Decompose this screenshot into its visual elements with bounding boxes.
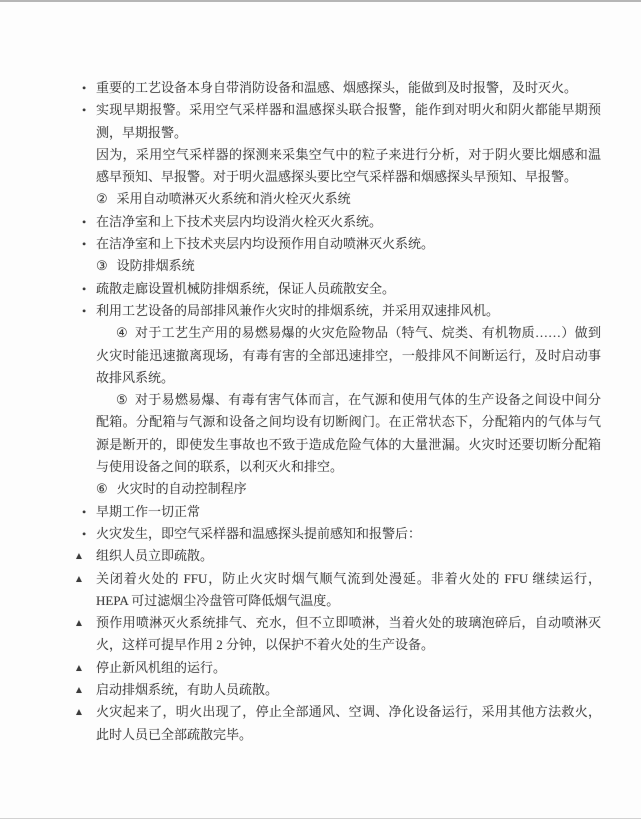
paragraph-text: 对于工艺生产用的易燃易爆的火灾危险物品（特气、烷类、有机物质……）做到火灾时能迅速撤离现场，有毒有害的全部迅速排空，一般排风不间断运行，及时启动事故排风系统。 bbox=[96, 325, 601, 385]
list-item-text: 疏散走廊设置机械防排烟系统，保证人员疏散安全。 bbox=[96, 280, 396, 296]
bullet-icon: • bbox=[82, 103, 87, 118]
bullet-icon: • bbox=[82, 303, 87, 318]
list-item bbox=[82, 278, 601, 300]
numbered-paragraph bbox=[96, 322, 601, 389]
item-number: ④ bbox=[116, 325, 128, 341]
item-text: 设防排烟系统 bbox=[116, 258, 195, 274]
sub-list-item bbox=[74, 612, 601, 657]
item-text: 采用自动喷淋灭火系统和消火栓灭火系统 bbox=[116, 191, 351, 207]
document-body bbox=[74, 77, 601, 746]
triangle-icon: ▲ bbox=[74, 551, 84, 563]
list-item-text: 关闭着火处的 FFU，防止火灾时烟气顺气流到处漫延。非着火处的 FFU 继续运行，HEPA 可过滤烟尘冷盘管可降低烟气温度。 bbox=[96, 570, 601, 608]
sub-list-item bbox=[74, 679, 601, 701]
scan-top-edge bbox=[0, 0, 641, 2]
item-text: 火灾时的自动控制程序 bbox=[116, 481, 247, 497]
list-item bbox=[82, 233, 601, 255]
sub-list-item bbox=[74, 701, 601, 746]
paragraph-text: 因为，采用空气采样器的探测来采集空气中的粒子来进行分析，对于阴火要比烟感和温感早预知、早报警。对于明火温感探头要比空气采样器和烟感探头早预知、早报警。 bbox=[96, 146, 601, 185]
item-number: ⑤ bbox=[116, 392, 128, 408]
bullet-icon: • bbox=[82, 214, 87, 229]
list-item bbox=[82, 501, 601, 523]
bullet-icon: • bbox=[82, 281, 87, 296]
triangle-icon: ▲ bbox=[74, 662, 84, 674]
triangle-icon: ▲ bbox=[74, 618, 84, 630]
list-item-text: 启动排烟系统，有助人员疏散。 bbox=[96, 682, 279, 698]
bullet-icon: • bbox=[82, 81, 87, 95]
list-item-text: 在洁净室和上下技术夹层内均设消火栓灭火系统。 bbox=[96, 213, 383, 229]
list-item-text: 重要的工艺设备本身自带消防设备和温感、烟感探头，能做到及时报警，及时灭火。 bbox=[96, 80, 578, 95]
list-item-text: 利用工艺设备的局部排风兼作火灾时的排烟系统，并采用双速排风机。 bbox=[96, 302, 500, 318]
bullet-icon: • bbox=[82, 237, 87, 252]
paragraph-text: 对于易燃易爆、有毒有害气体而言，在气源和使用气体的生产设备之间设中间分配箱。分配箱与气源和设备之间均设有切断阀门。在正常状态下，分配箱内的气体与气源是断开的，即使发生事故也不致于造成危险气体的大量泄漏。火灾时还要切断分配箱与使用设备之间的联系，以利灭火和排空。 bbox=[96, 392, 601, 475]
list-item bbox=[82, 523, 601, 545]
list-item-text: 实现早期报警。采用空气采样器和温感探头联合报警，能作到对明火和阴火都能早期预测，早期报警。 bbox=[96, 102, 601, 140]
list-item bbox=[82, 77, 601, 99]
numbered-item bbox=[96, 255, 601, 277]
bullet-icon: • bbox=[82, 504, 87, 519]
item-number: ② bbox=[96, 191, 108, 207]
explanation-paragraph bbox=[96, 144, 601, 189]
list-item-text: 火灾发生，即空气采样器和温感探头提前感知和报警后： bbox=[96, 525, 422, 541]
sub-list-item bbox=[74, 657, 601, 679]
list-item-text: 组织人员立即疏散。 bbox=[96, 548, 214, 564]
list-item-text: 停止新风机组的运行。 bbox=[96, 659, 227, 675]
list-item bbox=[82, 99, 601, 144]
triangle-icon: ▲ bbox=[74, 707, 84, 719]
list-item-text: 预作用喷淋灭火系统排气、充水，但不立即喷淋，当着火处的玻璃泡碎后，自动喷淋灭火，这样可提早作用 2 分钟，以保护不着火处的生产设备。 bbox=[96, 615, 601, 653]
item-number: ③ bbox=[96, 258, 108, 274]
sub-list-item bbox=[74, 568, 601, 613]
sub-list-item bbox=[74, 545, 601, 567]
list-item-text: 在洁净室和上下技术夹层内均设预作用自动喷淋灭火系统。 bbox=[96, 236, 435, 252]
numbered-paragraph bbox=[96, 389, 601, 478]
list-item-text: 火灾起来了，明火出现了，停止全部通风、空调、净化设备运行，采用其他方法救火，此时人员已全部疏散完毕。 bbox=[96, 704, 601, 742]
list-item bbox=[82, 211, 601, 233]
bullet-icon: • bbox=[82, 526, 87, 541]
numbered-item bbox=[96, 188, 601, 210]
triangle-icon: ▲ bbox=[74, 685, 84, 697]
triangle-icon: ▲ bbox=[74, 573, 84, 585]
list-item-text: 早期工作一切正常 bbox=[96, 503, 201, 519]
item-number: ⑥ bbox=[96, 481, 108, 497]
numbered-item bbox=[96, 478, 601, 500]
list-item bbox=[82, 300, 601, 322]
